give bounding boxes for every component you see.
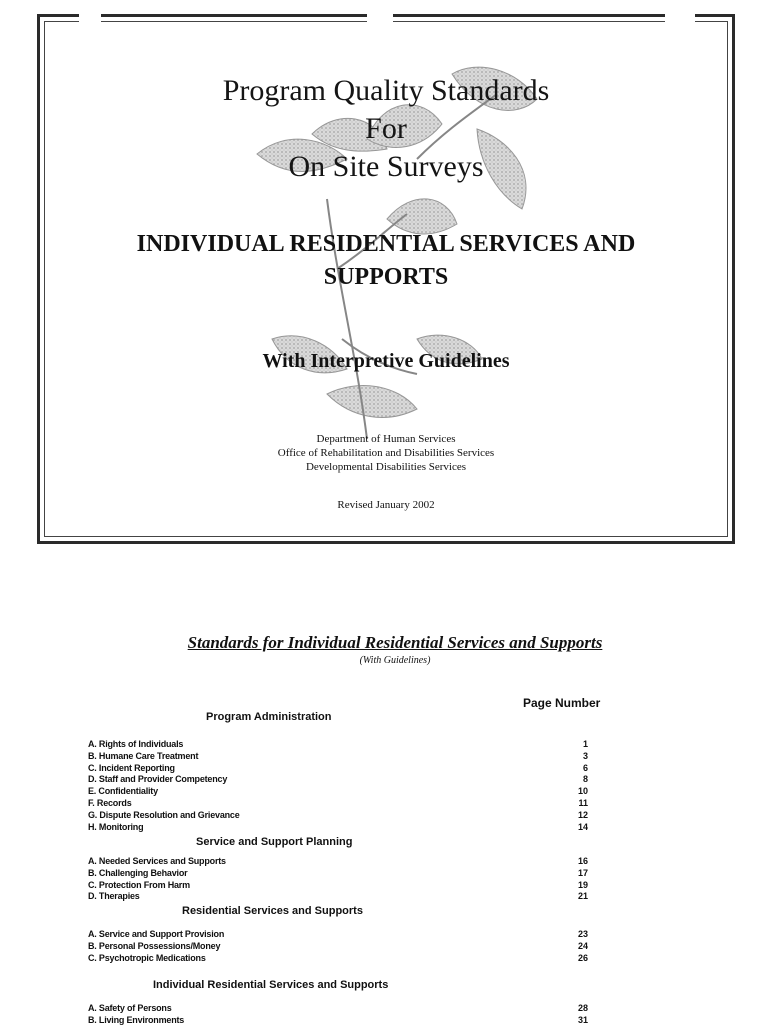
- toc-entry-page: 3: [582, 750, 588, 761]
- cover-guidelines: With Interpretive Guidelines: [262, 350, 510, 372]
- department-line: Office of Rehabilitation and Disabilities Services: [277, 447, 495, 459]
- toc-entry[interactable]: [88, 868, 588, 880]
- toc-entry-label: A. Rights of Individuals: [88, 739, 184, 749]
- toc-entry[interactable]: [88, 822, 588, 834]
- page-number-header: Page Number: [523, 696, 601, 710]
- toc-entry-label: B. Personal Possessions/Money: [88, 940, 221, 951]
- toc-entry[interactable]: [88, 774, 588, 786]
- department-line: Department of Human Services: [316, 433, 456, 445]
- toc-entry-label: A. Safety of Persons: [88, 1003, 172, 1013]
- toc-entry-page: 24: [577, 940, 588, 951]
- toc-entry-page: 16: [577, 856, 588, 866]
- toc-section-list: [88, 739, 588, 833]
- section-heading: Service and Support Planning: [196, 836, 353, 848]
- toc-entry[interactable]: [88, 929, 588, 941]
- toc-entry[interactable]: [88, 739, 588, 751]
- cover-department: [37, 432, 735, 474]
- cover-title-line-1: Program Quality Standards: [222, 74, 550, 107]
- toc-section-list: [88, 856, 588, 903]
- toc-entry-label: D. Therapies: [88, 891, 140, 902]
- toc-entry-label: B. Living Environments: [88, 1014, 185, 1025]
- toc-entry-label: D. Staff and Provider Competency: [88, 774, 228, 785]
- toc-entry[interactable]: [88, 941, 588, 953]
- department-line: Developmental Disabilities Services: [305, 461, 467, 473]
- toc-entry-page: 10: [577, 786, 588, 797]
- cover-title-line-2: For: [365, 112, 407, 145]
- toc-entry[interactable]: [88, 751, 588, 763]
- toc-entry[interactable]: [88, 810, 588, 822]
- border-gap: [79, 12, 101, 22]
- toc-entry-page: 26: [577, 952, 588, 963]
- toc-entry-page: 14: [577, 821, 588, 832]
- toc-entry-page: 6: [582, 762, 588, 773]
- toc-entry[interactable]: [88, 856, 588, 868]
- toc-entry[interactable]: [88, 891, 588, 903]
- toc-subtitle: (With Guidelines): [359, 655, 431, 666]
- section-heading: Residential Services and Supports: [182, 905, 363, 917]
- toc-section-list: [88, 929, 588, 964]
- toc-entry-label: B. Humane Care Treatment: [88, 750, 199, 761]
- cover-title-line-3: On Site Surveys: [288, 150, 484, 183]
- toc-entry-page: 12: [577, 809, 588, 820]
- toc-entry-page: 23: [577, 929, 588, 939]
- toc-entry-label: C. Psychotropic Medications: [88, 952, 206, 963]
- toc-entry-label: A. Needed Services and Supports: [88, 856, 226, 866]
- toc-entry-label: E. Confidentiality: [88, 786, 158, 797]
- toc-entry-label: C. Protection From Harm: [88, 879, 190, 890]
- border-gap: [665, 12, 695, 22]
- toc-entry-label: B. Challenging Behavior: [88, 867, 188, 878]
- toc-entry-label: C. Incident Reporting: [88, 762, 175, 773]
- toc-entry[interactable]: [88, 953, 588, 965]
- toc-entry[interactable]: [88, 1003, 588, 1015]
- toc-entry[interactable]: [88, 798, 588, 810]
- toc-entry-label: H. Monitoring: [88, 821, 144, 832]
- toc-entry-page: 17: [577, 867, 588, 878]
- cover-revised-date: Revised January 2002: [337, 499, 435, 511]
- toc-entry-page: 21: [577, 891, 588, 902]
- section-heading: Program Administration: [206, 711, 332, 723]
- toc-entry-page: 28: [577, 1003, 588, 1013]
- cover-subtitle-line-2: SUPPORTS: [323, 264, 449, 290]
- cover-subtitle-line-1: INDIVIDUAL RESIDENTIAL SERVICES AND: [136, 231, 636, 257]
- toc-entry-page: 19: [577, 879, 588, 890]
- toc-entry-page: 1: [582, 739, 588, 749]
- border-gap: [367, 12, 393, 22]
- toc-entry-label: A. Service and Support Provision: [88, 929, 225, 939]
- toc-entry-page: 31: [577, 1014, 588, 1025]
- toc-title: Standards for Individual Residential Services and Supports: [187, 633, 603, 652]
- toc-entry-page: 8: [582, 774, 588, 785]
- toc-section-list: [88, 1003, 588, 1027]
- toc-entry-label: F. Records: [88, 797, 132, 808]
- toc-entry[interactable]: [88, 763, 588, 775]
- toc-entry[interactable]: [88, 880, 588, 892]
- toc-entry[interactable]: [88, 786, 588, 798]
- toc-entry[interactable]: [88, 1015, 588, 1027]
- cover-page: [37, 14, 735, 544]
- toc-entry-page: 11: [578, 797, 588, 808]
- section-heading: Individual Residential Services and Supports: [153, 979, 389, 991]
- toc-entry-label: G. Dispute Resolution and Grievance: [88, 809, 240, 820]
